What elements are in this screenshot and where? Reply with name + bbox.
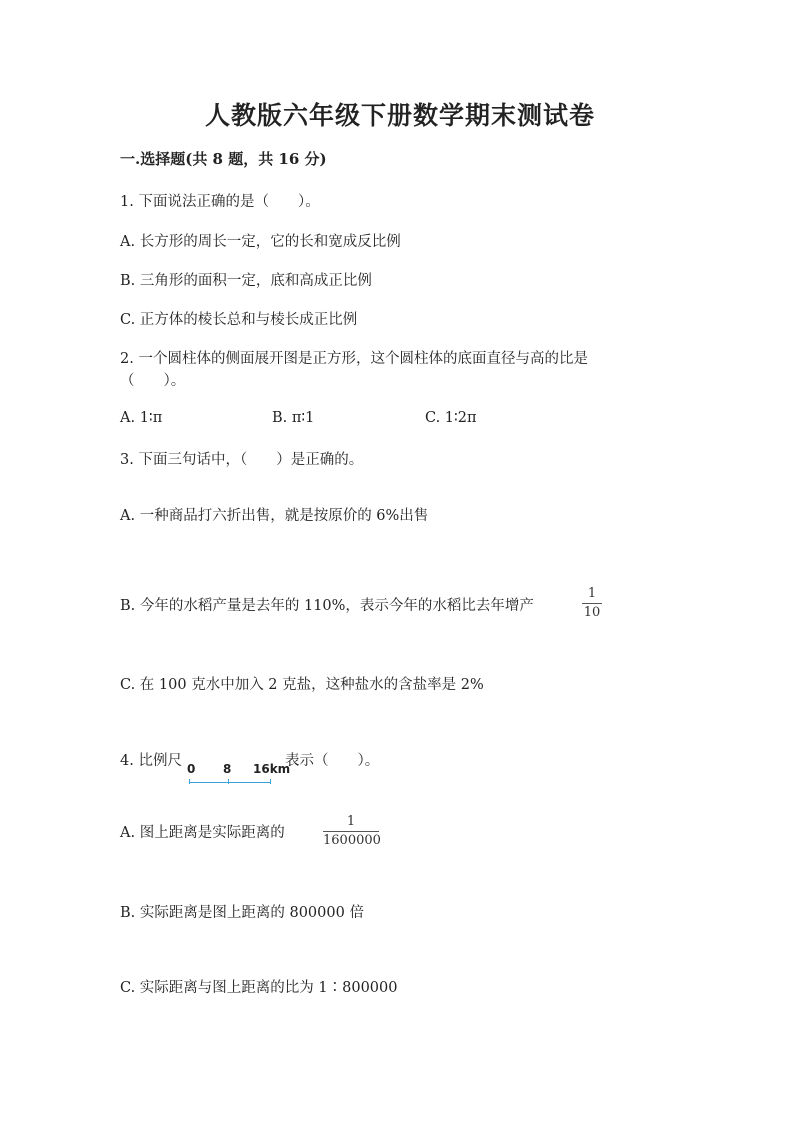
question-2-option-b[interactable]: B. π∶1 [272, 410, 315, 426]
question-1-option-c[interactable]: C. 正方体的棱长总和与棱长成正比例 [120, 312, 358, 328]
scale-label-0: 0 [187, 762, 196, 776]
question-1-option-a[interactable]: A. 长方形的周长一定，它的长和宽成反比例 [120, 234, 401, 250]
scale-label-16km: 16km [253, 762, 291, 776]
scale-tick-start [189, 779, 190, 784]
question-4-stem-suffix: 表示（ ）。 [285, 753, 380, 769]
section-heading: 一.选择题(共 8 题，共 16 分) [120, 150, 327, 168]
question-4-stem-prefix: 4. 比例尺 [120, 753, 182, 769]
question-3-option-b-fraction [582, 586, 602, 621]
question-3-option-c[interactable]: C. 在 100 克水中加入 2 克盐，这种盐水的含盐率是 2% [120, 677, 484, 693]
scale-axis-line [189, 782, 271, 783]
question-2-option-a[interactable]: A. 1∶π [120, 410, 163, 426]
fraction-denominator: 10 [583, 605, 601, 620]
question-2-option-c[interactable]: C. 1∶2π [425, 410, 477, 426]
fraction-numerator: 1 [346, 814, 356, 829]
fraction-numerator: 1 [587, 586, 597, 601]
scale-bar [187, 762, 291, 788]
question-3-option-b[interactable]: B. 今年的水稻产量是去年的 110%，表示今年的水稻比去年增产 [120, 598, 534, 614]
question-4-option-b[interactable]: B. 实际距离是图上距离的 800000 倍 [120, 905, 364, 921]
question-4-option-a[interactable]: A. 图上距离是实际距离的 [120, 825, 285, 841]
scale-tick-end [270, 779, 271, 784]
question-1-stem: 1. 下面说法正确的是（ ）。 [120, 194, 320, 210]
question-3-stem: 3. 下面三句话中，（ ）是正确的。 [120, 452, 364, 468]
question-1-option-b[interactable]: B. 三角形的面积一定，底和高成正比例 [120, 273, 372, 289]
question-3-option-a[interactable]: A. 一种商品打六折出售，就是按原价的 6%出售 [120, 508, 429, 524]
scale-label-8: 8 [223, 762, 232, 776]
question-2-stem-line-2: （ ）。 [120, 373, 186, 389]
page-title: 人教版六年级下册数学期末测试卷 [204, 101, 595, 130]
question-4-option-c[interactable]: C. 实际距离与图上距离的比为 1∶800000 [120, 980, 398, 996]
scale-tick-middle [228, 779, 229, 784]
fraction-bar [582, 603, 602, 604]
question-4-option-a-fraction [323, 814, 379, 849]
question-2-stem-line-1: 2. 一个圆柱体的侧面展开图是正方形，这个圆柱体的底面直径与高的比是 [120, 351, 588, 367]
fraction-bar [323, 831, 379, 832]
fraction-denominator: 1600000 [323, 833, 381, 848]
